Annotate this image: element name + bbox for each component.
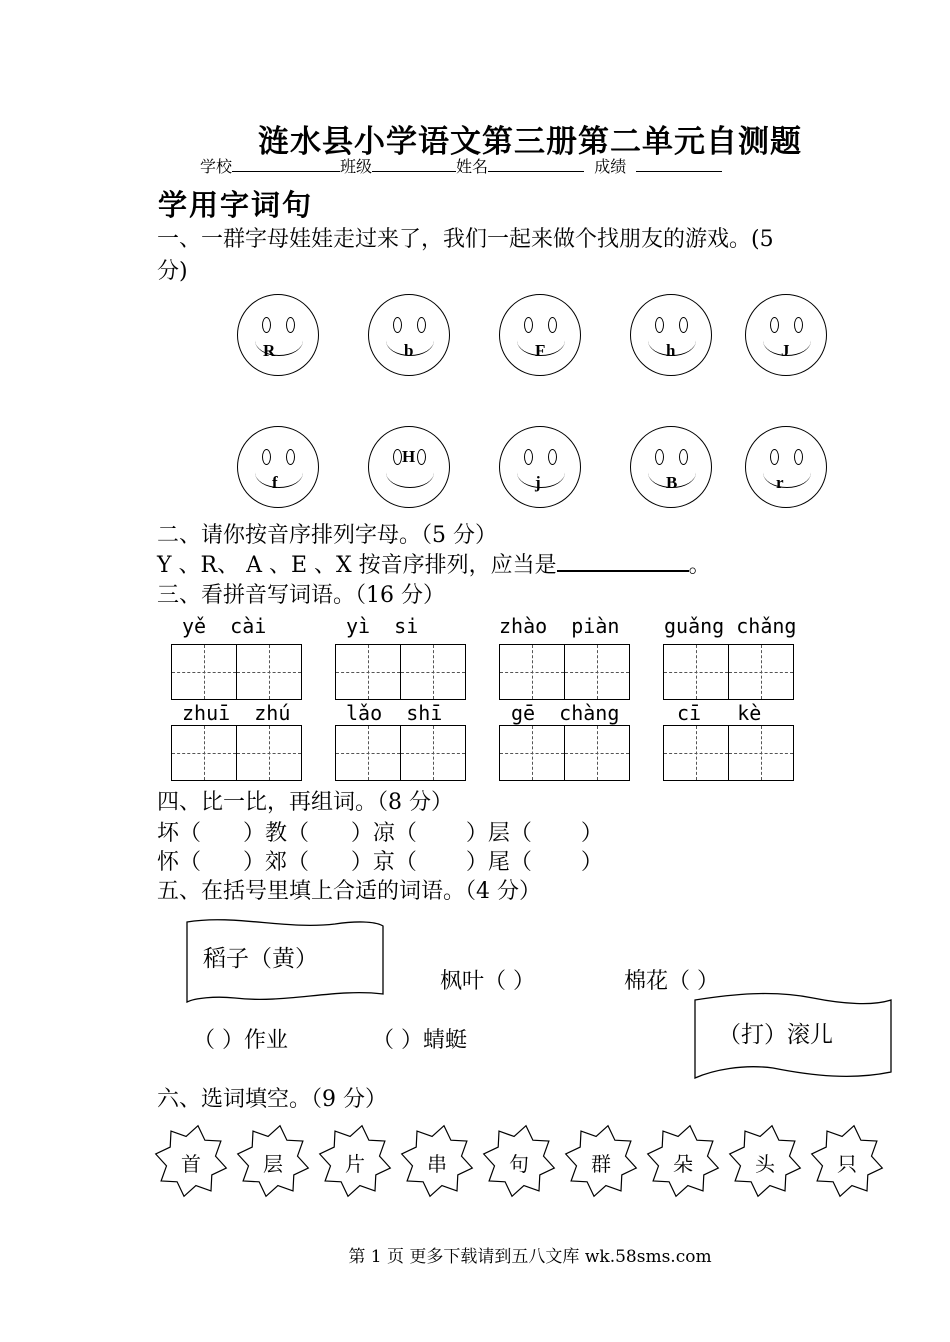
writing-grid-box[interactable] xyxy=(499,725,565,781)
writing-grid-box[interactable] xyxy=(335,644,401,700)
smiley-face-icon xyxy=(630,426,712,508)
writing-grid-box[interactable] xyxy=(564,725,630,781)
q5-example1: 稻子（黄） xyxy=(203,946,318,972)
face-letter: j xyxy=(535,473,541,492)
smiley-face-icon xyxy=(499,426,581,508)
star-word: 群 xyxy=(591,1152,611,1176)
q2-text xyxy=(157,548,711,579)
writing-grid-box[interactable] xyxy=(663,644,729,700)
star-word: 层 xyxy=(263,1152,283,1176)
writing-grid-box[interactable] xyxy=(728,725,794,781)
q5-item1[interactable]: 枫叶（ ） xyxy=(440,969,535,994)
face-letter: B xyxy=(666,473,678,492)
writing-grid-box[interactable] xyxy=(499,644,565,700)
word-star-option[interactable] xyxy=(482,1124,556,1198)
face-letter: h xyxy=(666,341,676,360)
writing-grid-box[interactable] xyxy=(335,725,401,781)
pinyin-label: lǎo shī xyxy=(346,701,443,725)
face-letter: J xyxy=(781,341,790,360)
smiley-face-icon xyxy=(630,294,712,376)
smiley-face-icon xyxy=(368,426,450,508)
word-star-option[interactable] xyxy=(728,1124,802,1198)
student-info xyxy=(200,154,722,177)
word-star-option[interactable] xyxy=(564,1124,638,1198)
face-letter: F xyxy=(535,341,546,360)
class-blank[interactable] xyxy=(372,157,456,172)
face-letter: r xyxy=(776,473,784,492)
pinyin-label: yì si xyxy=(346,614,419,638)
q2-question: Y 、R、 A 、E 、X 按音序排列，应当是 xyxy=(157,553,557,578)
star-word: 串 xyxy=(427,1152,447,1176)
word-star-option[interactable] xyxy=(646,1124,720,1198)
writing-grid-box[interactable] xyxy=(171,644,237,700)
q5-item4[interactable]: （ ）蜻蜓 xyxy=(372,1028,467,1053)
star-word: 首 xyxy=(181,1152,201,1176)
writing-grid-box[interactable] xyxy=(663,725,729,781)
smiley-face-icon xyxy=(499,294,581,376)
pinyin-label: cī kè xyxy=(677,701,762,725)
face-letter: b xyxy=(404,341,414,360)
school-label: 学校 xyxy=(200,157,233,176)
writing-grid-box[interactable] xyxy=(236,725,302,781)
word-star-option[interactable] xyxy=(154,1124,228,1198)
star-word: 片 xyxy=(345,1152,365,1176)
q5-example2: （打）滚儿 xyxy=(718,1022,833,1048)
q1-line2: 分) xyxy=(157,259,188,284)
q3-title: 三、看拼音写词语。（16 分） xyxy=(157,583,445,608)
word-star-option[interactable] xyxy=(236,1124,310,1198)
pinyin-label: guǎng chǎng xyxy=(664,614,797,638)
face-letter: R xyxy=(263,341,276,360)
q2-answer-blank[interactable] xyxy=(557,550,689,572)
pinyin-label: zhuī zhú xyxy=(182,701,291,725)
smiley-face-icon xyxy=(237,426,319,508)
q2-end: 。 xyxy=(688,553,711,578)
writing-grid-box[interactable] xyxy=(728,644,794,700)
section-heading: 学用字词句 xyxy=(158,188,314,222)
q4-row1[interactable]: 坏（ ）教（ ）凉（ ）层（ ） xyxy=(157,821,603,846)
word-star-option[interactable] xyxy=(810,1124,884,1198)
writing-grid-box[interactable] xyxy=(400,644,466,700)
smiley-face-icon xyxy=(237,294,319,376)
q4-row2[interactable]: 怀（ ）郊（ ）京（ ）尾（ ） xyxy=(157,850,603,875)
smiley-face-icon xyxy=(368,294,450,376)
pinyin-label: yě cài xyxy=(182,614,267,638)
school-blank[interactable] xyxy=(232,157,340,172)
q5-item3[interactable]: （ ）作业 xyxy=(193,1028,288,1053)
score-label: 成绩 xyxy=(594,157,627,176)
name-label: 姓名 xyxy=(456,157,489,176)
writing-grid-box[interactable] xyxy=(236,644,302,700)
page-title: 涟水县小学语文第三册第二单元自测题 xyxy=(258,124,802,160)
star-word: 头 xyxy=(755,1152,775,1176)
writing-grid-box[interactable] xyxy=(564,644,630,700)
face-letter: H xyxy=(402,447,416,466)
q5-item2[interactable]: 棉花（ ） xyxy=(624,969,719,994)
smiley-face-icon xyxy=(745,294,827,376)
class-label: 班级 xyxy=(340,157,373,176)
q4-title: 四、比一比，再组词。（8 分） xyxy=(157,790,453,815)
writing-grid-box[interactable] xyxy=(400,725,466,781)
star-word: 句 xyxy=(509,1152,529,1176)
writing-grid-box[interactable] xyxy=(171,725,237,781)
face-letter: f xyxy=(272,473,278,492)
q5-title: 五、在括号里填上合适的词语。（4 分） xyxy=(157,879,541,904)
word-star-option[interactable] xyxy=(400,1124,474,1198)
score-blank[interactable] xyxy=(636,157,722,172)
q1-line1: 一、一群字母娃娃走过来了，我们一起来做个找朋友的游戏。(5 xyxy=(157,227,774,252)
smiley-face-icon xyxy=(745,426,827,508)
pinyin-label: zhào piàn xyxy=(499,614,620,638)
q6-title: 六、选词填空。（9 分） xyxy=(157,1087,387,1112)
star-word: 只 xyxy=(837,1152,857,1176)
pinyin-label: gē chàng xyxy=(511,701,620,725)
page-footer: 第 1 页 更多下载请到五八文库 wk.58sms.com xyxy=(348,1247,712,1267)
star-word: 朵 xyxy=(673,1152,693,1176)
q2-title: 二、请你按音序排列字母。（5 分） xyxy=(157,523,497,548)
word-star-option[interactable] xyxy=(318,1124,392,1198)
name-blank[interactable] xyxy=(488,157,584,172)
